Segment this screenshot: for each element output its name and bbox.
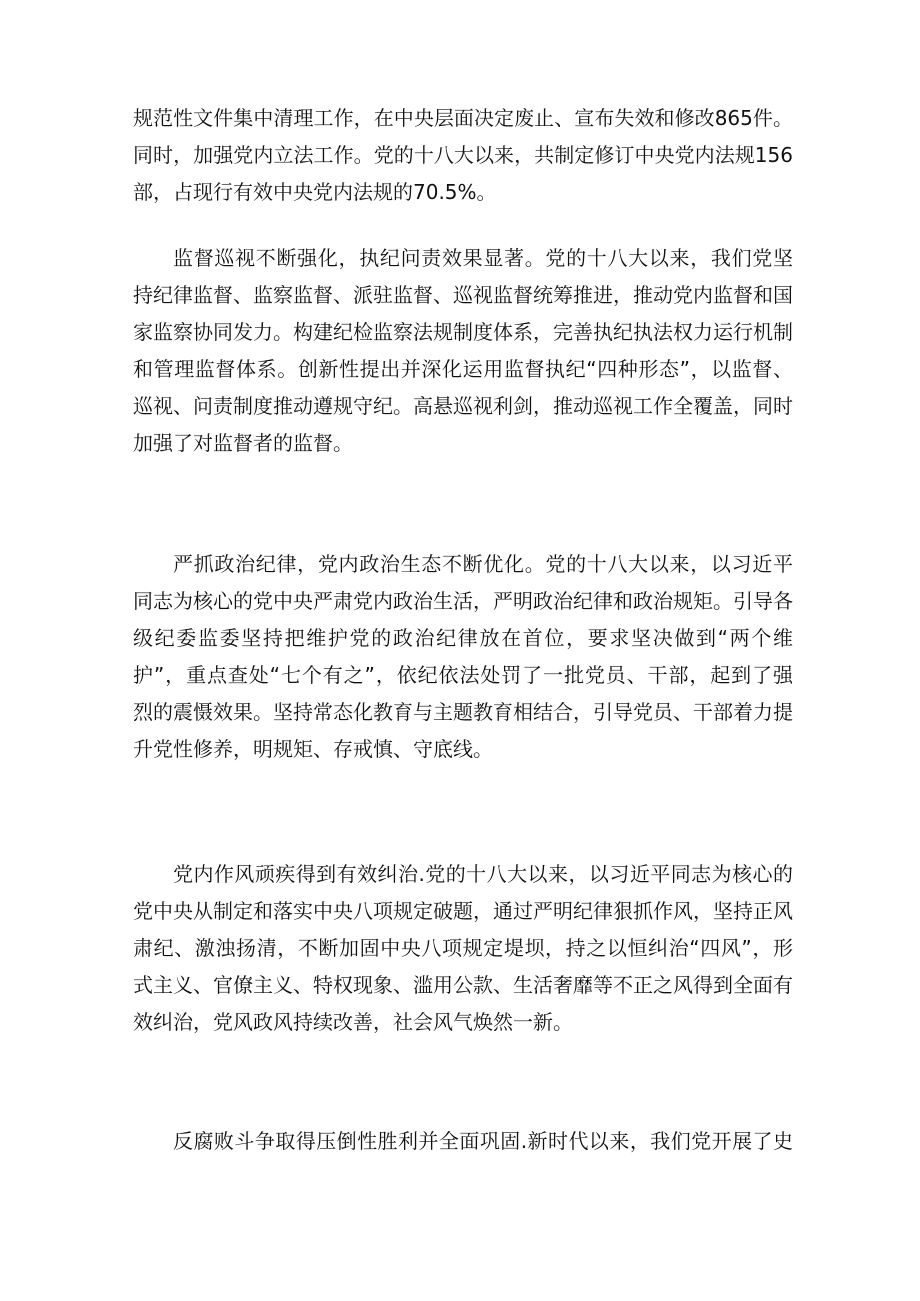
text-line: 和管理监督体系。创新性提出并深化运用监督执纪“四种形态”，以监督、: [133, 357, 793, 381]
text-line: 党内作风顽疾得到有效纠治.党的十八大以来，以习近平同志为核心的: [173, 862, 793, 886]
text-line: 严抓政治纪律，党内政治生态不断优化。党的十八大以来，以习近平: [173, 552, 793, 576]
text-line: 烈的震慑效果。坚持常态化教育与主题教育相结合，引导党员、干部着力提: [133, 700, 793, 724]
paragraph-work-style: [133, 856, 793, 1041]
text-line: 同志为核心的党中央严肃党内政治生活，严明政治纪律和政治规矩。引导各: [133, 589, 793, 613]
text-line: 监督巡视不断强化，执纪问责效果显著。党的十八大以来，我们党坚: [173, 246, 793, 270]
paragraph-anti-corruption: [133, 1123, 793, 1160]
text-line: 升党性修养，明规矩、存戒慎、守底线。: [133, 737, 493, 761]
text-line: 巡视、问责制度推动遵规守纪。高悬巡视利剑，推动巡视工作全覆盖，同时: [133, 394, 793, 418]
text-line: 同时，加强党内立法工作。党的十八大以来，共制定修订中央党内法规156: [133, 143, 793, 167]
text-line: 级纪委监委坚持把维护党的政治纪律放在首位，要求坚决做到“两个维: [133, 626, 793, 650]
text-line: 规范性文件集中清理工作，在中央层面决定废止、宣布失效和修改865件。: [133, 106, 793, 130]
paragraph-normative-documents: [133, 100, 793, 211]
paragraph-supervision-inspection: [133, 240, 793, 462]
text-line: 效纠治，党风政风持续改善，社会风气焕然一新。: [133, 1010, 573, 1034]
text-line: 党中央从制定和落实中央八项规定破题，通过严明纪律狠抓作风，坚持正风: [133, 899, 793, 923]
text-line: 持纪律监督、监察监督、派驻监督、巡视监督统筹推进，推动党内监督和国: [133, 283, 793, 307]
text-line: 护”，重点查处“七个有之”，依纪依法处罚了一批党员、干部，起到了强: [133, 663, 793, 687]
text-line: 部，占现行有效中央党内法规的70.5%。: [133, 180, 497, 204]
text-line: 式主义、官僚主义、特权现象、滥用公款、生活奢靡等不正之风得到全面有: [133, 973, 793, 997]
text-line: 肃纪、激浊扬清，不断加固中央八项规定堤坝，持之以恒纠治“四风”，形: [133, 936, 793, 960]
text-line: 反腐败斗争取得压倒性胜利并全面巩固.新时代以来，我们党开展了史: [173, 1129, 793, 1153]
paragraph-political-discipline: [133, 546, 793, 768]
text-line: 家监察协同发力。构建纪检监察法规制度体系，完善执纪执法权力运行机制: [133, 320, 793, 344]
text-line: 加强了对监督者的监督。: [133, 431, 353, 455]
